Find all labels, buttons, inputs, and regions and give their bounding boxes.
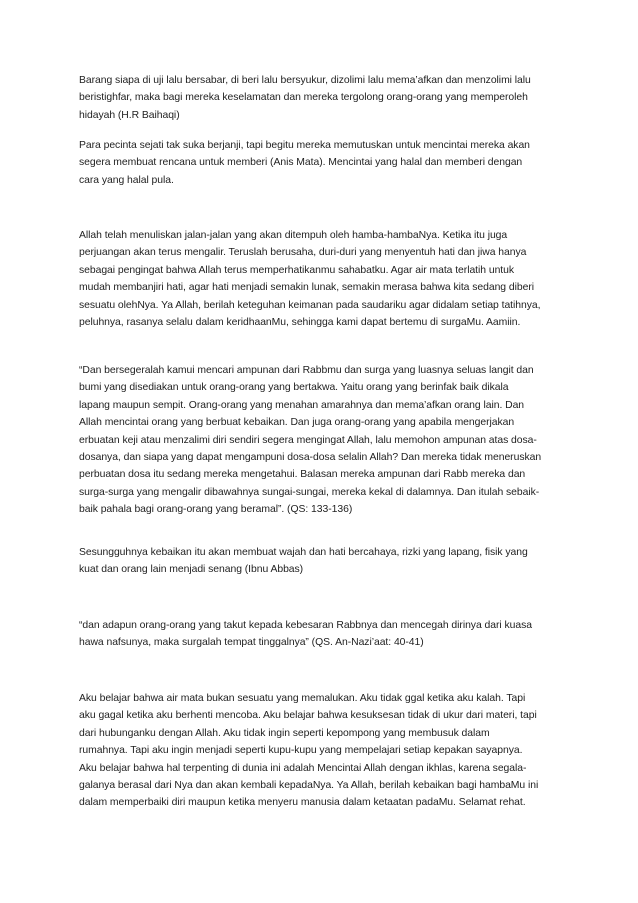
paragraph-jalan-allah: Allah telah menuliskan jalan-jalan yang akan ditempuh oleh hamba-hambaNya. Ketika itu juga perjuangan akan terus mengalir. Teruslah berusaha, duri-duri yang menyentuh hati dan jiwa hanya sebagai pengingat bahwa Allah terus memperhatikanmu sahabatku. Agar air mata terlatih untuk mudah membanjiri hati, agar hati menjadi semakin lunak, semakin merasa bahwa kita sedang diberi sesuatu olehNya. Ya Allah, berilah keteguhan keimanan pada saudariku agar didalam setiap tatihnya, peluhnya, rasanya selalu dalam keridhaanMu, sehingga kami dapat bertemu di surgaMu. Aamiin.: [79, 230, 541, 329]
paragraph-quran-an-naziat: “dan adapun orang-orang yang takut kepada kebesaran Rabbnya dan mencegah dirinya dari kuasa hawa nafsunya, maka surgalah tempat tinggalnya” (QS. An-Nazi’aat: 40-41): [79, 620, 532, 649]
paragraph-ibnu-abbas: Sesungguhnya kebaikan itu akan membuat wajah dan hati bercahaya, rizki yang lapang, fisik yang kuat dan orang lain menjadi senang (Ibnu Abbas): [79, 547, 528, 576]
paragraph-aku-belajar: Aku belajar bahwa air mata bukan sesuatu yang memalukan. Aku tidak ggal ketika aku kalah. Tapi aku gagal ketika aku berhenti mencoba. Aku belajar bahwa kesuksesan tidak di ukur dari materi, tapi dari hubunganku dengan Allah. Aku tidak ingin seperti kepompong yang membusuk dalam rumahnya. Tapi aku ingin menjadi seperti kupu-kupu yang mempelajari setiap kepakan sayapnya. Aku belajar bahwa hal terpenting di dunia ini adalah Mencintai Allah dengan ikhlas, karena segala- galanya berasal dari Nya dan akan kembali kepadaNya. Ya Allah, berilah kebaikan bagi hambaMu ini dalam memperbaiki diri maupun ketika menyeru manusia dalam ketaatan padaMu. Selamat rehat.: [79, 693, 539, 809]
paragraph-quran-ali-imran: “Dan bersegeralah kamui mencari ampunan dari Rabbmu dan surga yang luasnya seluas langit dan bumi yang disediakan untuk orang-orang yang bertakwa. Yaitu orang yang berinfak baik dikala lapang maupun sempit. Orang-orang yang menahan amarahnya dan mema’afkan orang lain. Dan Allah mencintai orang yang berbuat kebaikan. Dan juga orang-orang yang apabila mengerjakan erbuatan keji atau menzalimi diri sendiri segera mengingat Allah, lalu memohon ampunan atas dosa- dosanya, dan siapa yang dapat mengampuni dosa-dosa selalin Allah? Dan mereka tidak meneruskan perbuatan dosa itu sedang mereka mengetahui. Balasan mereka ampunan dari Rabb mereka dan surga-surga yang mengalir dibawahnya sungai-sungai, mereka kekal di dalamnya. Dan itulah sebaik- baik pahala bagi orang-orang yang beramal”. (QS: 133-136): [79, 365, 542, 516]
paragraph-hadith-baihaqi: Barang siapa di uji lalu bersabar, di beri lalu bersyukur, dizolimi lalu mema’afkan dan menzolimi lalu beristighfar, maka bagi mereka keselamatan dan mereka tergolong orang-orang yang memperoleh hidayah (H.R Baihaqi): [79, 75, 531, 121]
paragraph-anis-mata: Para pecinta sejati tak suka berjanji, tapi begitu mereka memutuskan untuk mencintai mereka akan segera membuat rencana untuk memberi (Anis Mata). Mencintai yang halal dan memberi dengan cara yang halal pula.: [79, 140, 530, 186]
